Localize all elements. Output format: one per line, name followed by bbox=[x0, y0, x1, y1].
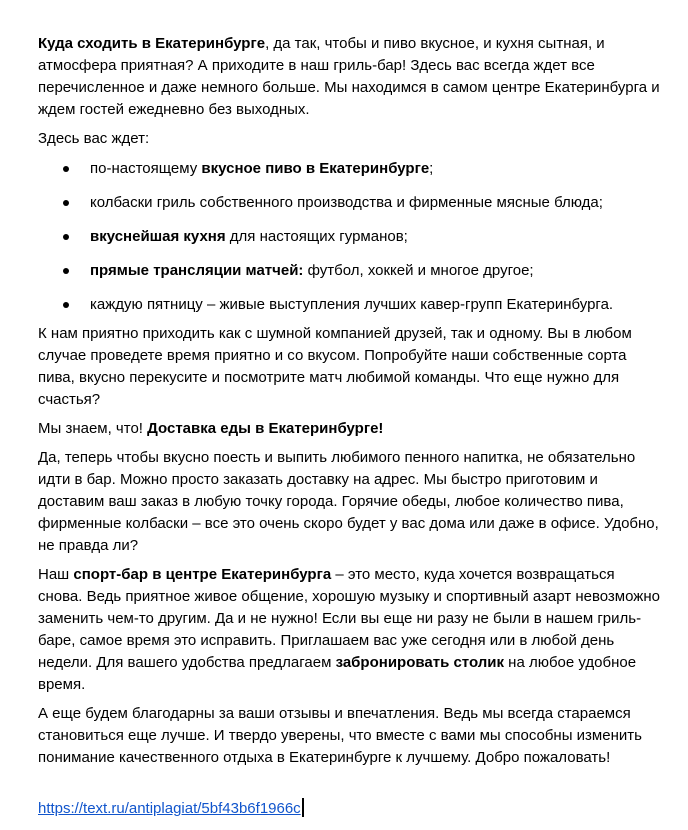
paragraph bbox=[38, 703, 660, 769]
list-item bbox=[38, 260, 660, 282]
list-item bbox=[38, 158, 660, 180]
bold-text: забронировать столик bbox=[335, 654, 504, 671]
bullet-dot-icon bbox=[63, 166, 69, 172]
bullet-list bbox=[38, 158, 660, 316]
text: – это место, куда хочется возвращаться снова. Ведь приятное живое общение, хорошую музыку и спортивный азарт невозможно заменить чем-то другим. Да и не нужно! Если вы еще ни разу не были в нашем гриль-баре, самое время это исправить. Приглашаем вас уже сегодня или в любой день недели. Для вашего удобства предлагаем bbox=[38, 566, 660, 671]
antiplagiat-link[interactable]: https://text.ru/antiplagiat/5bf43b6f1966c bbox=[38, 800, 301, 817]
paragraph bbox=[38, 33, 660, 121]
bullet-dot-icon bbox=[63, 200, 69, 206]
text: , да так, чтобы и пиво вкусное, и кухня сытная, и атмосфера приятная? А приходите в наш гриль-бар! Здесь вас всегда ждет все перечисленное и даже немного больше. Мы находимся в самом центре Екатеринбурга и ждем гостей ежедневно без выходных. bbox=[38, 35, 660, 118]
link-paragraph bbox=[38, 798, 660, 820]
text: Здесь вас ждет: bbox=[38, 130, 150, 147]
text-caret bbox=[302, 798, 304, 817]
text: по-настоящему bbox=[90, 160, 202, 177]
bold-text: спорт-бар в центре Екатеринбурга bbox=[73, 566, 332, 583]
text: Мы знаем, что! bbox=[38, 420, 148, 437]
text: для настоящих гурманов; bbox=[225, 228, 408, 245]
bullet-dot-icon bbox=[63, 302, 69, 308]
bold-text: Куда сходить в Екатеринбурге bbox=[38, 35, 266, 52]
bold-text: вкусное пиво в Екатеринбурге bbox=[201, 160, 430, 177]
paragraph bbox=[38, 564, 660, 696]
text: Наш bbox=[38, 566, 74, 583]
bullet-dot-icon bbox=[63, 234, 69, 240]
list-item bbox=[38, 294, 660, 316]
text: А еще будем благодарны за ваши отзывы и впечатления. Ведь мы всегда стараемся становиться еще лучше. И твердо уверены, что вместе с вами мы способны изменить понимание качественного отдыха в Екатеринбурге к лучшему. Добро пожаловать! bbox=[38, 705, 642, 766]
text: каждую пятницу – живые выступления лучших кавер-групп Екатеринбурга. bbox=[90, 296, 614, 313]
paragraph bbox=[38, 323, 660, 411]
text: футбол, хоккей и многое другое; bbox=[303, 262, 534, 279]
list-item bbox=[38, 226, 660, 248]
text: колбаски гриль собственного производства и фирменные мясные блюда; bbox=[90, 194, 603, 211]
paragraph bbox=[38, 128, 660, 150]
bold-text: Доставка еды в Екатеринбурге! bbox=[147, 420, 384, 437]
paragraph bbox=[38, 418, 660, 440]
text: на любое удобное время. bbox=[38, 654, 637, 693]
paragraph bbox=[38, 447, 660, 557]
bullet-dot-icon bbox=[63, 268, 69, 274]
list-item bbox=[38, 192, 660, 214]
bold-text: вкуснейшая кухня bbox=[90, 228, 226, 245]
bold-text: прямые трансляции матчей: bbox=[90, 262, 304, 279]
text: ; bbox=[429, 160, 434, 177]
text: К нам приятно приходить как с шумной компанией друзей, так и одному. Вы в любом случае проведете время приятно и со вкусом. Попробуйте наши собственные сорта пива, вкусно перекусите и посмотрите матч любимой команды. Что еще нужно для счастья? bbox=[38, 325, 632, 408]
text: Да, теперь чтобы вкусно поесть и выпить любимого пенного напитка, не обязательно идти в бар. Можно просто заказать доставку на адрес. Мы быстро приготовим и доставим ваш заказ в любую точку города. Горячие обеды, любое количество пива, фирменные колбаски – все это очень скоро будет у вас дома или даже в офисе. Удобно, не правда ли? bbox=[38, 449, 659, 554]
